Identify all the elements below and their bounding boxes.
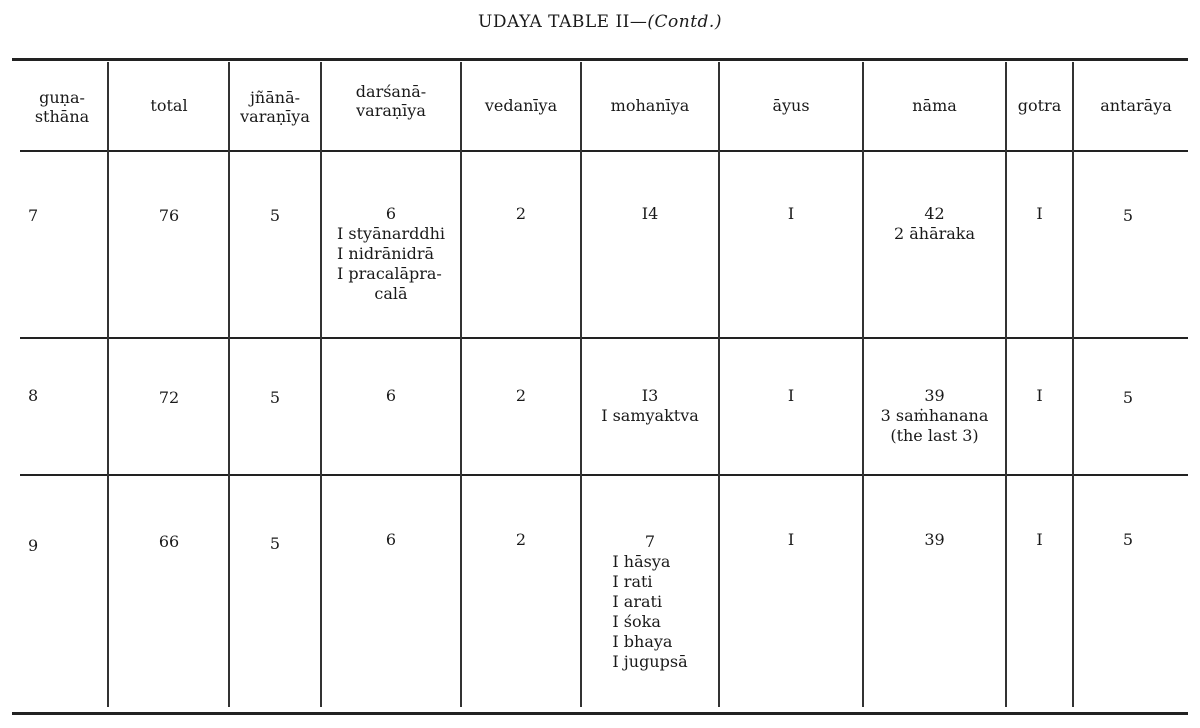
row-3-mohaniya: 7 I hāsya I rati I arati I śoka I bhaya I jugupsā [612, 532, 688, 671]
row-divider-2 [20, 474, 1188, 476]
row-2-vedaniya: 2 [515, 386, 527, 405]
row-1-jnana: 5 [269, 206, 281, 225]
column-divider [718, 62, 720, 707]
column-divider [460, 62, 462, 707]
header-antaraya: antarāya [1100, 96, 1172, 115]
column-divider [320, 62, 322, 707]
header-mohaniya: mohanīya [610, 96, 690, 115]
header-gotra: gotra [1017, 96, 1062, 115]
header-bottom-rule [20, 150, 1188, 152]
row-2-gunasthana: 8 [28, 386, 39, 405]
row-3-darsana: 6 [385, 530, 397, 549]
row-2-total: 72 [158, 388, 180, 407]
row-2-mohaniya: I3 I samyaktva [601, 386, 699, 425]
column-divider [1005, 62, 1007, 707]
table-bottom-rule [12, 712, 1188, 715]
row-2-ayus: I [787, 386, 795, 405]
row-3-ayus: I [787, 530, 795, 549]
row-3-total: 66 [158, 532, 180, 551]
row-1-gunasthana: 7 [28, 206, 39, 225]
row-3-antaraya: 5 [1122, 530, 1134, 549]
row-2-darsana: 6 [385, 386, 397, 405]
row-1-darsana: 6 I styānarddhi I nidrānidrā I pracalāpra- calā [336, 204, 446, 303]
row-2-nama: 39 3 saṁhanana (the last 3) [880, 386, 989, 445]
header-jnanavaraniya: jñānā- varaṇīya [240, 88, 310, 126]
row-3-gunasthana: 9 [28, 536, 39, 555]
row-1-total: 76 [158, 206, 180, 225]
row-1-antaraya: 5 [1122, 206, 1134, 225]
row-2-jnana: 5 [269, 388, 281, 407]
row-1-ayus: I [787, 204, 795, 223]
header-ayus: āyus [772, 96, 810, 115]
row-1-vedaniya: 2 [515, 204, 527, 223]
header-vedaniya: vedanīya [484, 96, 558, 115]
row-divider-1 [20, 337, 1188, 339]
column-divider [862, 62, 864, 707]
row-2-gotra: I [1036, 386, 1043, 405]
title-contd: (Contd.) [647, 12, 722, 32]
row-1-nama: 42 2 āhāraka [893, 204, 976, 243]
row-1-gotra: I [1036, 204, 1043, 223]
row-3-jnana: 5 [269, 534, 281, 553]
column-divider [228, 62, 230, 707]
title-main: UDAYA TABLE II— [478, 12, 648, 32]
row-3-vedaniya: 2 [515, 530, 527, 549]
header-nama: nāma [912, 96, 957, 115]
row-2-antaraya: 5 [1122, 388, 1134, 407]
table-top-rule [12, 58, 1188, 61]
row-3-gotra: I [1036, 530, 1043, 549]
column-divider [107, 62, 109, 707]
row-1-mohaniya: I4 [641, 204, 659, 223]
header-total: total [150, 96, 188, 115]
column-divider [1072, 62, 1074, 707]
header-gunasthana: guṇa- sthāna [34, 88, 90, 126]
header-darsanavaraniya: darśanā- varaṇīya [355, 82, 427, 120]
page-title [0, 12, 1200, 32]
row-3-nama: 39 [924, 530, 945, 549]
